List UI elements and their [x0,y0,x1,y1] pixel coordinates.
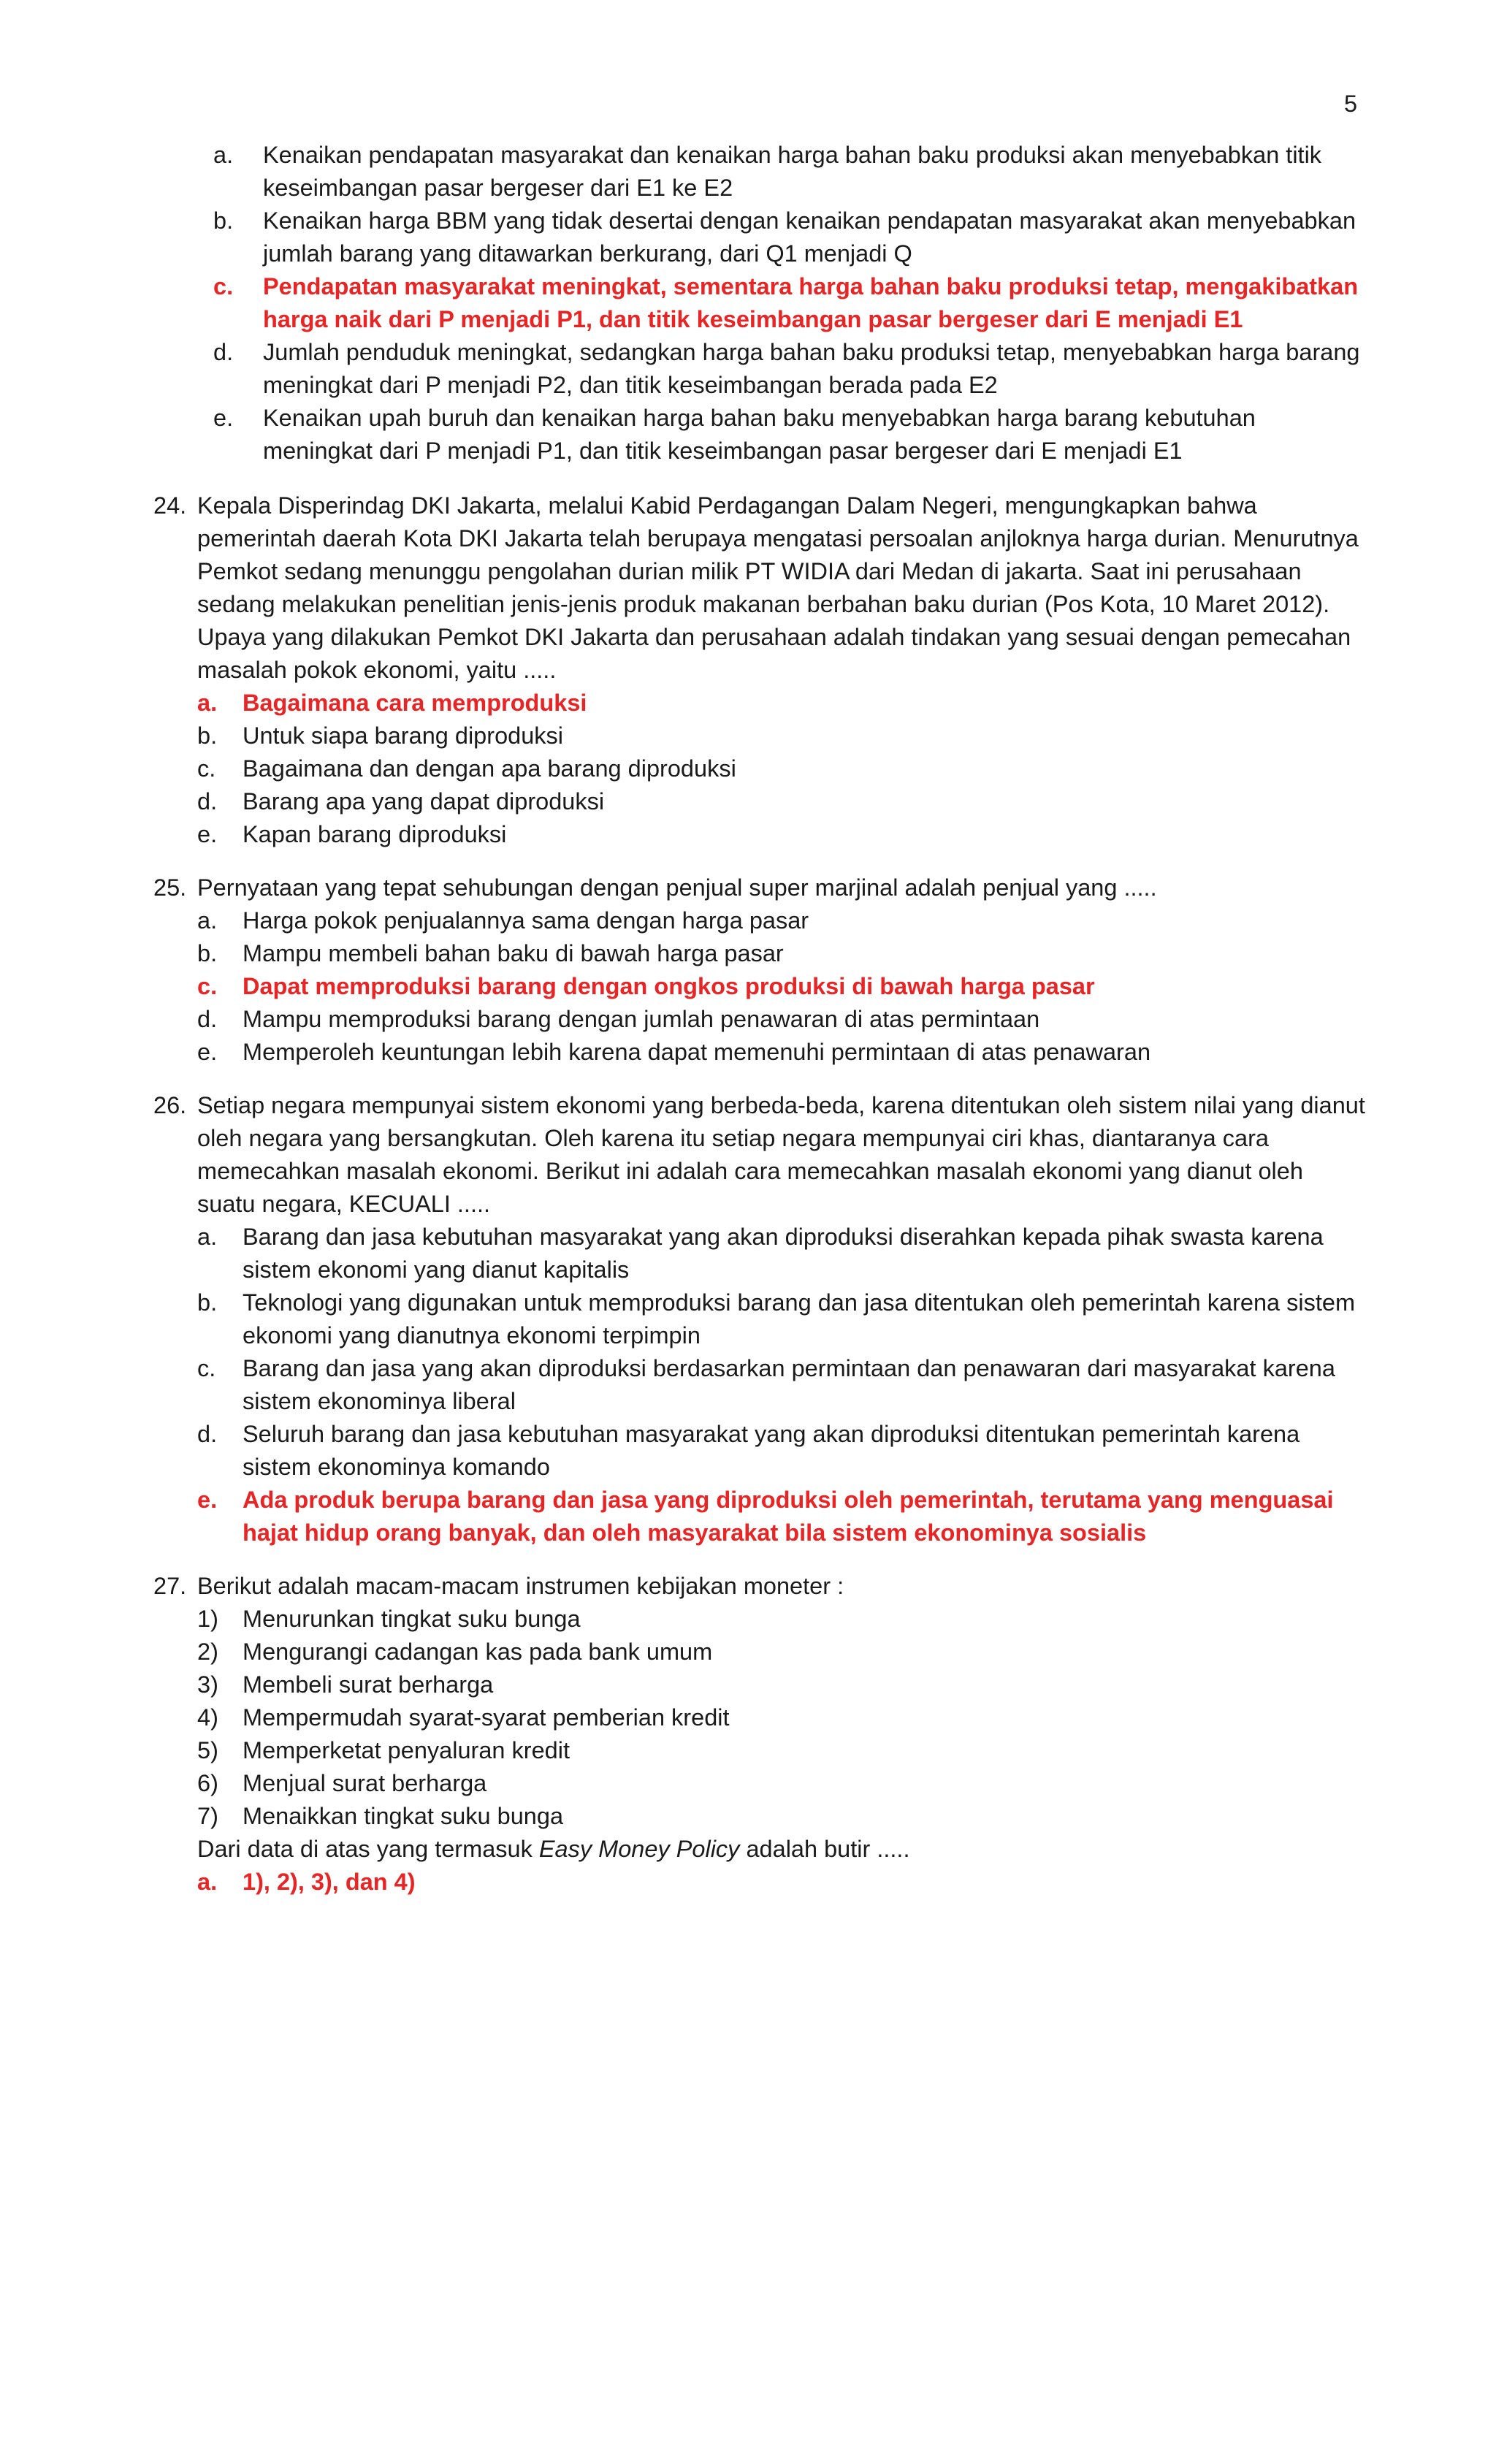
option-text: Mampu memproduksi barang dengan jumlah penawaran di atas permintaan [243,1006,1040,1032]
q23-option-a [153,139,1366,205]
item-text: Menaikkan tingkat suku bunga [243,1803,564,1829]
option-text: Kenaikan pendapatan masyarakat dan kenaikan harga bahan baku produksi akan menyebabkan titik keseimbangan pasar bergeser dari E1 ke E2 [263,142,1322,201]
option-label: b. [197,940,218,966]
option-label: e. [213,405,234,431]
q26-option-c [197,1352,1366,1418]
q27-item-7 [197,1800,1366,1833]
page-content [153,139,1366,1899]
item-label: 1) [197,1606,218,1632]
q27-question-suffix: adalah butir ..... [739,1836,910,1862]
question-text: Berikut adalah macam-macam instrumen kebijakan moneter : [197,1573,844,1599]
item-label: 7) [197,1803,218,1829]
item-text: Mengurangi cadangan kas pada bank umum [243,1639,713,1665]
option-text: Kenaikan upah buruh dan kenaikan harga bahan baku menyebabkan harga barang kebutuhan meningkat dari P menjadi P1, dan titik keseimbangan pasar bergeser dari E menjadi E1 [263,405,1256,464]
option-text: Teknologi yang digunakan untuk memproduksi barang dan jasa ditentukan oleh pemerintah karena sistem ekonomi yang dianutnya ekonomi terpimpin [243,1289,1356,1349]
question-number: 24. [153,492,187,519]
q25-option-a [197,904,1366,937]
option-text: Barang apa yang dapat diproduksi [243,788,605,815]
q27-item-1 [197,1603,1366,1636]
option-text: Memperoleh keuntungan lebih karena dapat memenuhi permintaan di atas penawaran [243,1039,1151,1065]
q27-item-5 [197,1734,1366,1767]
option-label: e. [197,1039,218,1065]
option-label: b. [197,722,218,749]
option-text: 1), 2), 3), dan 4) [243,1869,416,1895]
q26-option-a [197,1221,1366,1286]
option-text: Kapan barang diproduksi [243,821,507,847]
question-number: 26. [153,1092,187,1118]
q27-option-a-answer [197,1866,1366,1899]
question-number: 25. [153,874,187,901]
q26-option-e-answer [197,1484,1366,1549]
option-label: b. [197,1289,218,1316]
option-label: a. [197,1869,218,1895]
q26-options [197,1221,1366,1549]
item-label: 2) [197,1639,218,1665]
q25-option-e [197,1036,1366,1069]
option-text: Mampu membeli bahan baku di bawah harga pasar [243,940,784,966]
option-text: Barang dan jasa yang akan diproduksi berdasarkan permintaan dan penawaran dari masyarakat karena sistem ekonominya liberal [243,1355,1335,1414]
option-label: d. [197,788,218,815]
q25-options [197,904,1366,1069]
page-number: 5 [1344,91,1358,117]
option-text: Kenaikan harga BBM yang tidak desertai dengan kenaikan pendapatan masyarakat akan menyebabkan jumlah barang yang ditawarkan berkurang, dari Q1 menjadi Q [263,207,1356,267]
option-label: d. [197,1006,218,1032]
item-text: Memperketat penyaluran kredit [243,1737,570,1763]
question-number: 27. [153,1573,187,1599]
option-label: e. [197,821,218,847]
option-text: Dapat memproduksi barang dengan ongkos produksi di bawah harga pasar [243,973,1095,999]
item-text: Menurunkan tingkat suku bunga [243,1606,581,1632]
q27-item-4 [197,1701,1366,1734]
q27-question-italic-term: Easy Money Policy [538,1836,740,1862]
q24-option-b [197,720,1366,752]
option-label: d. [213,339,234,365]
option-text: Bagaimana dan dengan apa barang diproduksi [243,755,736,782]
q23-continuation [205,139,1366,468]
q24-option-c [197,752,1366,785]
q25-option-d [197,1003,1366,1036]
option-text: Jumlah penduduk meningkat, sedangkan harga bahan baku produksi tetap, menyebabkan harga barang meningkat dari P menjadi P2, dan titik keseimbangan berada pada E2 [263,339,1360,398]
q27-question-line [197,1833,1366,1866]
option-label: a. [197,1224,218,1250]
q27-item-2 [197,1636,1366,1668]
option-label: a. [197,690,218,716]
option-label: c. [197,755,216,782]
item-text: Mempermudah syarat-syarat pemberian kredit [243,1704,730,1731]
item-label: 5) [197,1737,218,1763]
q24-option-d [197,785,1366,818]
item-text: Membeli surat berharga [243,1671,494,1698]
option-label: c. [197,973,218,999]
question-27 [153,1570,1366,1899]
q23-option-e [153,402,1366,468]
option-label: a. [197,907,218,934]
q27-item-6 [197,1767,1366,1800]
item-text: Menjual surat berharga [243,1770,487,1796]
option-label: e. [197,1487,218,1513]
option-label: a. [213,142,234,168]
option-text: Pendapatan masyarakat meningkat, sementara harga bahan baku produksi tetap, mengakibatkan harga naik dari P menjadi P1, dan titik keseimbangan pasar bergeser dari E menjadi E1 [263,273,1359,332]
q25-option-b [197,937,1366,970]
q23-option-d [153,336,1366,402]
option-label: c. [197,1355,216,1381]
question-24 [153,489,1366,851]
question-text: Kepala Disperindag DKI Jakarta, melalui Kabid Perdagangan Dalam Negeri, mengungkapkan bahwa pemerintah daerah Kota DKI Jakarta telah berupaya mengatasi persoalan anjloknya harga durian. Menurutnya Pemkot sedang menunggu pengolahan durian milik PT WIDIA dari Medan di jakarta. Saat ini perusahaan sedang melakukan penelitian jenis-jenis produk makanan berbahan baku durian (Pos Kota, 10 Maret 2012). Upaya yang dilakukan Pemkot DKI Jakarta dan perusahaan adalah tindakan yang sesuai dengan pemecahan masalah pokok ekonomi, yaitu ..... [197,492,1359,683]
item-label: 4) [197,1704,218,1731]
option-text: Barang dan jasa kebutuhan masyarakat yang akan diproduksi diserahkan kepada pihak swasta karena sistem ekonomi yang dianut kapitalis [243,1224,1324,1283]
q23-options [153,139,1366,468]
q23-option-c-answer [153,270,1366,336]
option-label: d. [197,1421,218,1447]
item-label: 6) [197,1770,218,1796]
q24-option-a-answer [197,687,1366,720]
question-25 [153,871,1366,1069]
item-label: 3) [197,1671,218,1698]
option-text: Ada produk berupa barang dan jasa yang diproduksi oleh pemerintah, terutama yang menguasai hajat hidup orang banyak, dan oleh masyarakat bila sistem ekonominya sosialis [243,1487,1334,1546]
option-text: Untuk siapa barang diproduksi [243,722,564,749]
option-text: Seluruh barang dan jasa kebutuhan masyarakat yang akan diproduksi ditentukan pemerintah karena sistem ekonominya komando [243,1421,1300,1480]
option-text: Bagaimana cara memproduksi [243,690,587,716]
q26-option-d [197,1418,1366,1484]
q27-instrument-list [197,1603,1366,1833]
question-26 [153,1089,1366,1549]
q27-item-3 [197,1668,1366,1701]
question-text: Pernyataan yang tepat sehubungan dengan penjual super marjinal adalah penjual yang ..... [197,874,1157,901]
q23-option-b [153,205,1366,270]
q25-option-c-answer [197,970,1366,1003]
option-label: b. [213,207,234,234]
q27-options [197,1866,1366,1899]
q26-option-b [197,1286,1366,1352]
option-label: c. [213,273,234,300]
q24-options [197,687,1366,851]
question-text: Setiap negara mempunyai sistem ekonomi yang berbeda-beda, karena ditentukan oleh sistem nilai yang dianut oleh negara yang bersangkutan. Oleh karena itu setiap negara mempunyai ciri khas, diantaranya cara memecahkan masalah ekonomi. Berikut ini adalah cara memecahkan masalah ekonomi yang dianut oleh suatu negara, KECUALI ..... [197,1092,1365,1217]
q24-option-e [197,818,1366,851]
q27-question-prefix: Dari data di atas yang termasuk [197,1836,539,1862]
option-text: Harga pokok penjualannya sama dengan harga pasar [243,907,809,934]
